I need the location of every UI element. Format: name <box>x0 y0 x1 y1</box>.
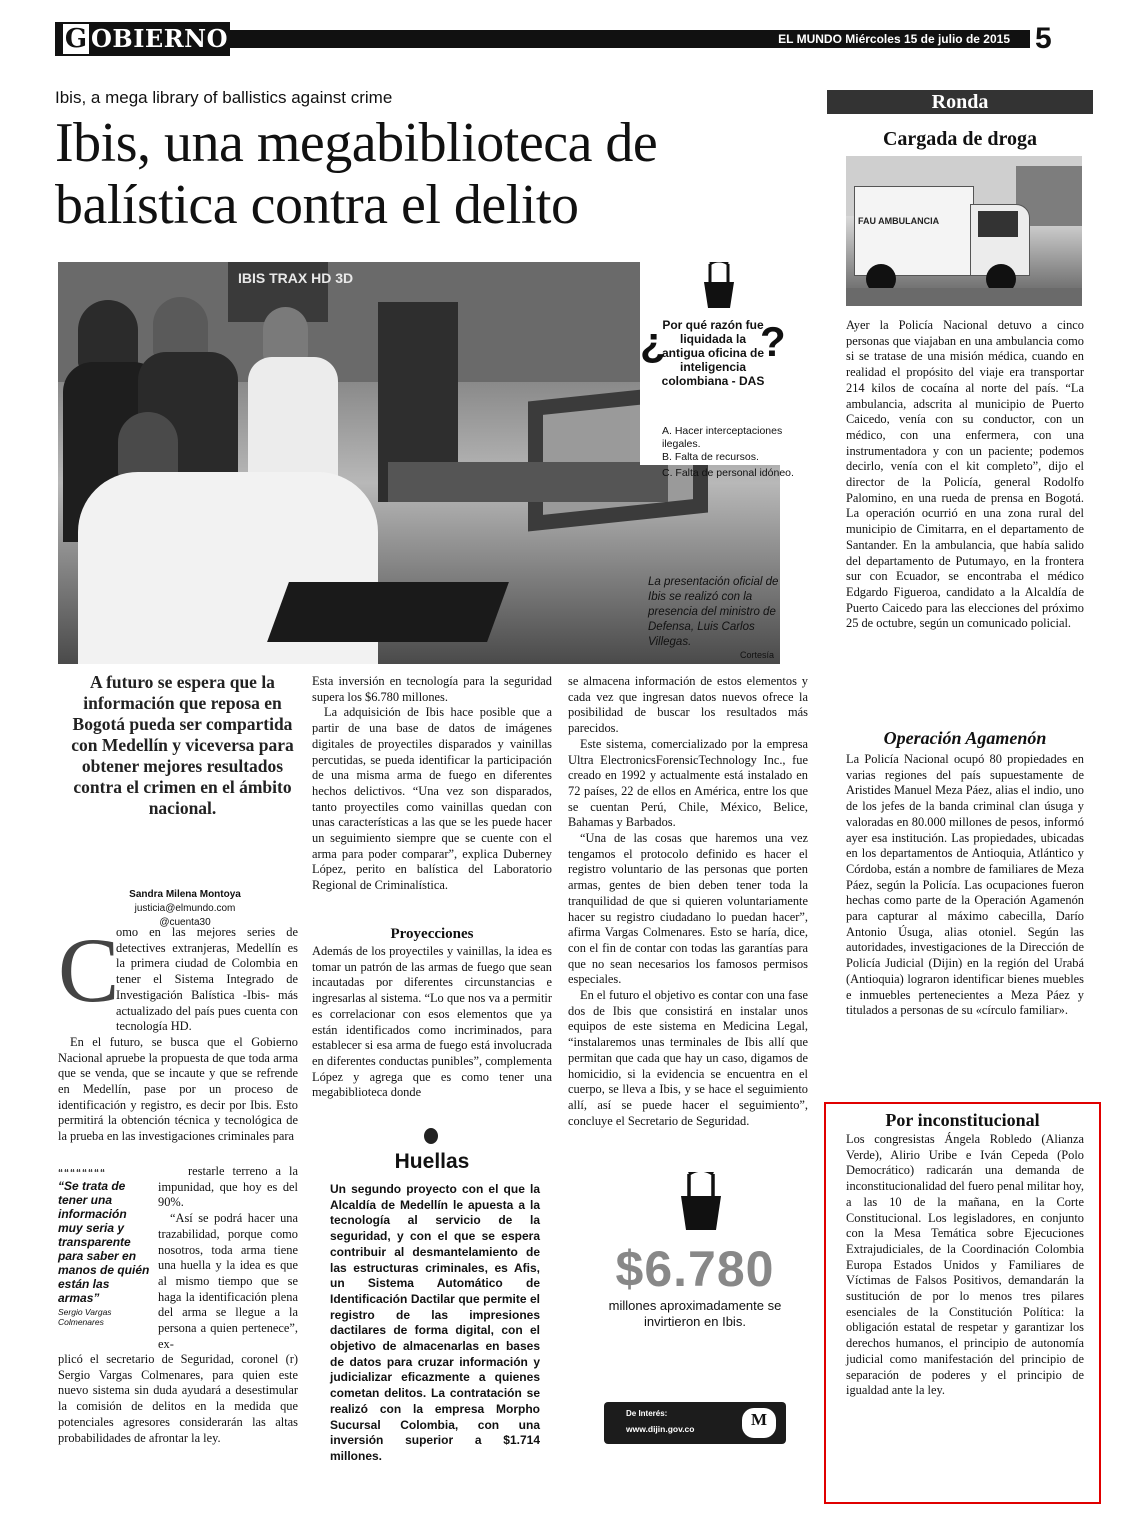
section-initial: G <box>64 24 88 54</box>
lede: A futuro se espera que la información que reposa en Bogotá pueda ser compartida con Medellín y viceversa para obtener mejores resultados contra el crimen en el ámbito nacional. <box>71 672 294 818</box>
quiz-option: A. Hacer interceptaciones ilegales. <box>662 425 783 450</box>
paragraph: plicó el secretario de Seguridad, coronel (r) Sergio Vargas Colmenares, para quien este nuevo sistema sin duda ayudará a desestimular la comisión de delitos en la medida que potenciales agresores considerarán las altas probabilidades de afrontar la ley. <box>58 1352 298 1445</box>
subtitle-english: Ibis, a mega library of ballistics against crime <box>55 88 393 107</box>
amount-figure: $6.780 <box>615 1241 775 1297</box>
story-text-inconstitucional: Los congresistas Ángela Robledo (Alianza Verde), Alirio Uribe e Iván Cepeda (Polo Democrático) radicarán una demanda de inconstitucionalidad del fuero penal militar hoy, a las 10 de la mañana, en la Corte Constitucional. Los legisladores, en conjunto con la Mesa Temática sobre Ejecuciones Extrajudiciales, de la Coordinación Colombia Europa Estados Unidos y Familiares de Víctimas de Falsos Positivos, demandarán la sustitución de por lo menos tres pilares esenciales de la Constitución Política: la obligación estatal de respetar y garantizar los derechos humanos, el principio de autonomía judicial como manifestación del principio de separación de poderes y el principio de igualdad ante la ley. <box>846 1132 1084 1398</box>
article-column-1-narrow <box>158 1164 298 1352</box>
story-title-agamenon: Operación Agamenón <box>883 728 1047 748</box>
article-column-3 <box>568 674 808 1129</box>
paragraph: “Así se podrá hacer una trazabilidad, porque como nosotros, toda arma tiene una huella y la idea es que al mismo tiempo que se haga la identificación plena del arma se llegue a la persona a quien pertenece”, ex- <box>158 1211 298 1351</box>
question-mark-close: ? <box>760 318 786 365</box>
section-label <box>55 22 230 56</box>
story-title-droga: Cargada de droga <box>882 128 1038 150</box>
drop-cap: C <box>58 919 120 1021</box>
photo-credit: Cortesía <box>740 650 775 660</box>
photo-caption: La presentación oficial de Ibis se realizó con la presencia del ministro de Defensa, Luis Carlos Villegas. <box>648 576 779 648</box>
pull-quote <box>58 1168 153 1327</box>
paragraph: Este sistema, comercializado por la empresa Ultra ElectronicsForensicTechnology Inc., fue creado en 1992 y actualmente está instalado en 72 países, 22 de ellos en América, entre los que se cuentan Perú, Chile, México, Belice, Bahamas y Barbados. <box>568 736 808 830</box>
sidebar-section-title: Ronda <box>931 91 989 113</box>
binder-clip-icon <box>678 1172 724 1232</box>
ambulance-photo <box>846 156 1082 306</box>
huellas-box-text: Un segundo proyecto con el que la Alcaldía de Medellín le apuesta a la tecnología al servicio de la seguridad, y con el que se espera contribuir al desmantelamiento de las estructuras criminales, es Afis, un Sistema Automático de Identificación Dactilar que permite el registro de las impresiones dactilares de forma digital, con el objetivo de almacenarlas en bases de datos para cruzar información y judicializar eficazmente a quienes cometan delitos. La contratación se realizó con la empresa Morpho Sucursal Colombia, con una inversión superior a $1.714 millones. <box>330 1182 540 1463</box>
pull-quote-text: “Se trata de tener una información muy seria y transparente para saber en manos de quién están las armas” <box>58 1179 150 1305</box>
question-mark-open: ¿ <box>640 318 666 365</box>
paragraph: En el futuro, se busca que el Gobierno Nacional apruebe la propuesta de que toda arma que se venda, que se incaute y que se refrende en Medellín, pase por un proceso de identificación y registro, es decir por Ibis. Esto permitirá la obtención técnica y tecnológica de la prueba en las investigaciones criminales para <box>58 1034 298 1144</box>
paragraph: restarle terreno a la impunidad, que hoy es del 90%. <box>158 1164 298 1210</box>
quote-marks: ““““““““ <box>58 1168 106 1179</box>
article-column-2-b <box>312 944 552 1101</box>
article-column-1-bottom <box>58 1352 298 1446</box>
author-email: justicia@elmundo.com <box>134 903 236 914</box>
paragraph: omo en las mejores series de detectives extranjeras, Medellín es la primera ciudad de Colombia en tener el Sistema Integrado de Investigación Balística -Ibis- más actualizado del país pues cuenta con tecnología HD. <box>116 925 298 1034</box>
bullet-icon <box>424 1128 438 1144</box>
ambulance-label: FAU AMBULANCIA <box>858 216 940 226</box>
paragraph: Esta inversión en tecnología para la seguridad supera los $6.780 millones. <box>312 674 552 704</box>
paragraph: se almacena información de estos elementos y cada vez que ingresan datos nuevos ofrece la posibilidad de buscar los resultados más parecidos. <box>568 674 808 736</box>
subheading-huellas: Huellas <box>394 1150 470 1173</box>
quiz-option: B. Falta de recursos. <box>662 451 759 463</box>
binder-clip-icon <box>702 262 736 310</box>
interest-box <box>604 1402 786 1444</box>
subheading-proyecciones: Proyecciones <box>390 926 474 942</box>
author-name: Sandra Milena Montoya <box>129 889 241 900</box>
paragraph: “Una de las cosas que haremos una vez tengamos el protocolo definido es hacer el registro voluntario de las personas que porten armas, gentes de bien deben tener toda la tranquilidad de que si quieren voluntariamente hacer su registro ciudadano lo puedan hacer”, afirma Vargas Colmenares. Esto se haría, dice, con el fin de contar con todas las garantías para que no sean necesarios los famosos permisos especiales. <box>568 831 808 987</box>
pull-quote-author: Sergio Vargas Colmenares <box>58 1307 112 1327</box>
headline: Ibis, una megabiblioteca de balística contra el delito <box>55 112 658 236</box>
article-column-2 <box>312 674 552 894</box>
page-number: 5 <box>1035 22 1052 55</box>
story-title-inconstitucional: Por inconstitucional <box>885 1110 1040 1130</box>
interest-link[interactable]: www.dijin.gov.co <box>626 1424 695 1434</box>
story-text-agamenon: La Policía Nacional ocupó 80 propiedades en varias regiones del país supuestamente de Aristides Manuel Meza Páez, alias el indio, uno de los jefes de la banda criminal clan úsuga y valoradas en 80.000 millones de pesos, informó ayer esa institución. Las propiedades, ubicadas en los departamentos de Antioquia, Atlántico y Córdoba, están a nombre de familiares de Meza Páez, según la Policía. Las ocupaciones fueron hechas como parte de la Operación Agamenón para capturar al máximo cabecilla, Darío Antonio Úsuga, alias otoniel. Según las autoridades, investigaciones de la Dirección de Policía Judicial (Dijin) en la región del Urabá (Antioquia) lograron identificar bienes muebles e inmuebles pertenecientes a Meza Páez y titulados a personas de su «círculo familiar». <box>846 752 1084 1018</box>
quiz-title: Por qué razón fue liquidada la antigua oficina de inteligencia colombiana - DAS <box>661 318 765 388</box>
interest-label: De Interés: <box>626 1409 668 1418</box>
photo-brand: IBIS TRAX HD 3D <box>238 270 354 286</box>
author-handle: @cuenta30 <box>159 917 211 928</box>
paragraph: Además de los proyectiles y vainillas, la idea es tomar un patrón de las armas de fuego que sean incautadas por diferentes circunstancias e ingresarlas al sistema. “Lo que nos va a permitir es correlacionar con esos elementos que ya están identificados como incriminados, para establecer si esa arma de fuego está involucrada en diferentes conductas punibles”, complementa López y agrega que es como tener una megabiblioteca donde <box>312 944 552 1100</box>
quiz-option: C. Falta de personal idóneo. <box>662 467 794 479</box>
mundo-logo-icon: M <box>742 1408 776 1438</box>
section-name: OBIERNO <box>91 24 228 53</box>
paragraph: La adquisición de Ibis hace posible que a partir de una base de datos de imágenes digitales de proyectiles disparados y vainillas percutidas, se pueda identificar la participación de una misma arma de fuego en diferentes hechos delictivos. “Una vez son disparados, tanto proyectiles como vainillas quedan con unas características a las que se les puede hacer un seguimiento siempre que se cuente con el arma para poder comparar”, explica Duberney López, perito en balística del Laboratorio Regional de Criminalística. <box>312 705 552 893</box>
paper-date: EL MUNDO Miércoles 15 de julio de 2015 <box>778 32 1010 46</box>
byline <box>120 888 250 930</box>
amount-description: millones aproximadamente se invirtieron en Ibis. <box>608 1298 782 1329</box>
quiz-box <box>640 260 790 465</box>
paragraph: En el futuro el objetivo es contar con una fase dos de Ibis que consistirá en instalar unos equipos de este sistema en Medicina Legal, “instalaremos unas terminales de Ibis allí que permitan que cada que hay un caso, digamos de homicidio, si la evidencia se encuentra en el cuerpo, se lleva a Ibis, y se hace el seguimiento allí, así se puede hacer el seguimiento”, concluye el Secretario de Seguridad. <box>568 988 808 1128</box>
story-text-droga: Ayer la Policía Nacional detuvo a cinco personas que viajaban en una ambulancia como si se tratase de una misión médica, cuando en realidad el propósito del viaje era transportar 214 kilos de cocaína al norte del país. “La ambulancia, adscrita al municipio de Puerto Caicedo, venía con su conductor, con un médico, con una enfermera, con una instrumentadora y con un paciente; podemos decirlo, venía con el kit completo”, dijo el director de la Policía, general Rodolfo Palomino, en una rueda de prensa en Bogotá. La operación ocurrió en una zona rural del municipio de Cimitarra, en el departamento de Santander. En la ambulancia, que había salido del departamento de Putumayo, en la frontera sur con Ecuador, se encontraba el médico Edgardo Figueroa, candidato a la Alcaldía de Puerto Caicedo para las elecciones del próximo 25 de octubre, según un comunicado policial. <box>846 318 1084 631</box>
page-header <box>55 22 1065 58</box>
